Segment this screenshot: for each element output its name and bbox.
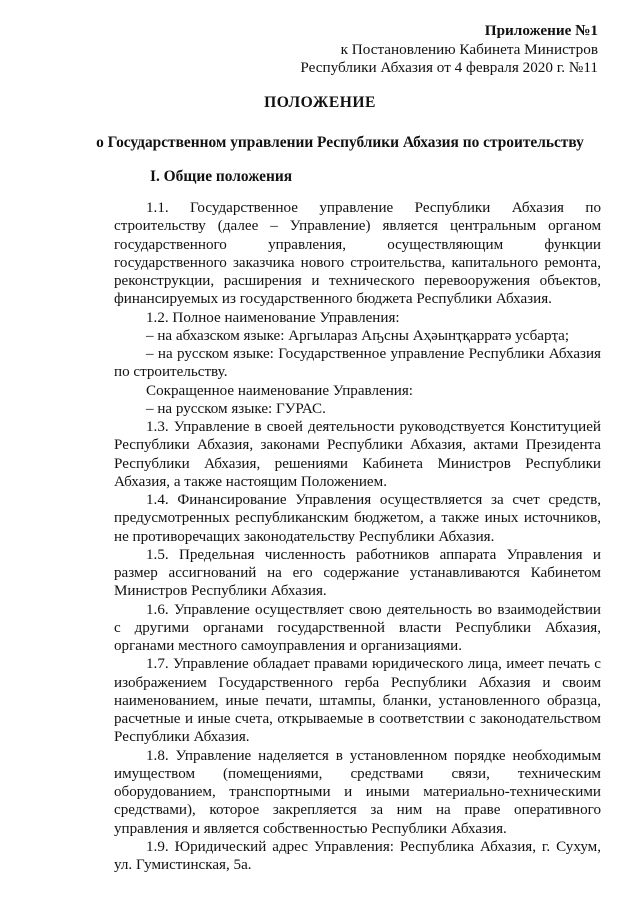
appendix-line-2: Республики Абхазия от 4 февраля 2020 г. №11 — [300, 59, 598, 76]
paragraph-russian-name: – на русском языке: Государственное управление Республики Абхазия по строительству. — [114, 346, 601, 381]
paragraph-1-7: 1.7. Управление обладает правами юридического лица, имеет печать с изображением Государственного герба Республики Абхазия и своим наименованием, иные печати, штампы, бланки, установленного образца, расчетные и иные счета, открываемые в соответствии с законодательством Республики Абхазия. — [114, 656, 601, 746]
paragraph-short-name-label: Сокращенное наименование Управления: — [146, 382, 413, 399]
body-text — [114, 199, 601, 874]
document-title: ПОЛОЖЕНИЕ — [264, 94, 376, 111]
section-heading: I. Общие положения — [150, 168, 293, 185]
paragraph-1-3: 1.3. Управление в своей деятельности руководствуется Конституцией Республики Абхазия, законами Республики Абхазия, актами Президента Республики Абхазия, решениями Кабинета Министров Республики Абхазия, а также настоящим Положением. — [114, 419, 601, 490]
paragraph-abkhaz-name: – на абхазском языке: Аргылараз Аҧсны Аҳәынҭқарратә усбарҭа; — [146, 327, 570, 344]
paragraph-1-1: 1.1. Государственное управление Республики Абхазия по строительству (далее – Управление) является центральным органом государственного управления, осуществляющим функции государственного заказчика нового строительства, капитального ремонта, реконструкции, расширения и технического перевооружения объектов, финансируемых из государственного бюджета Республики Абхазия. — [114, 200, 601, 308]
paragraph-1-5: 1.5. Предельная численность работников аппарата Управления и размер ассигнований на его содержание устанавливаются Кабинетом Министров Республики Абхазия. — [114, 546, 601, 600]
appendix-block — [300, 22, 598, 78]
paragraph-short-name: – на русском языке: ГУРАС. — [146, 400, 326, 417]
paragraph-1-4: 1.4. Финансирование Управления осуществляется за счет средств, предусмотренных республиканским бюджетом, а также иных источников, не противоречащих законодательству Республики Абхазия. — [114, 492, 601, 545]
appendix-title: Приложение №1 — [484, 22, 598, 39]
paragraph-1-8: 1.8. Управление наделяется в установленном порядке необходимым имуществом (помещениями, средствами связи, техническим оборудованием, транспортными и иными материально-техническими средствами), которое закрепляется за ним на праве оперативного управления и является собственностью Республики Абхазия. — [114, 747, 601, 837]
paragraph-1-6: 1.6. Управление осуществляет свою деятельность во взаимодействии с другими органами государственной власти Республики Абхазия, органами местного самоуправления и организациями. — [114, 601, 601, 654]
paragraph-1-2: 1.2. Полное наименование Управления: — [146, 309, 400, 326]
document-subtitle: о Государственном управлении Республики Абхазия по строительству — [96, 134, 584, 151]
paragraph-1-9: 1.9. Юридический адрес Управления: Республика Абхазия, г. Сухум, ул. Гумистинская, 5а. — [114, 838, 601, 873]
appendix-line-1: к Постановлению Кабинета Министров — [340, 40, 598, 58]
